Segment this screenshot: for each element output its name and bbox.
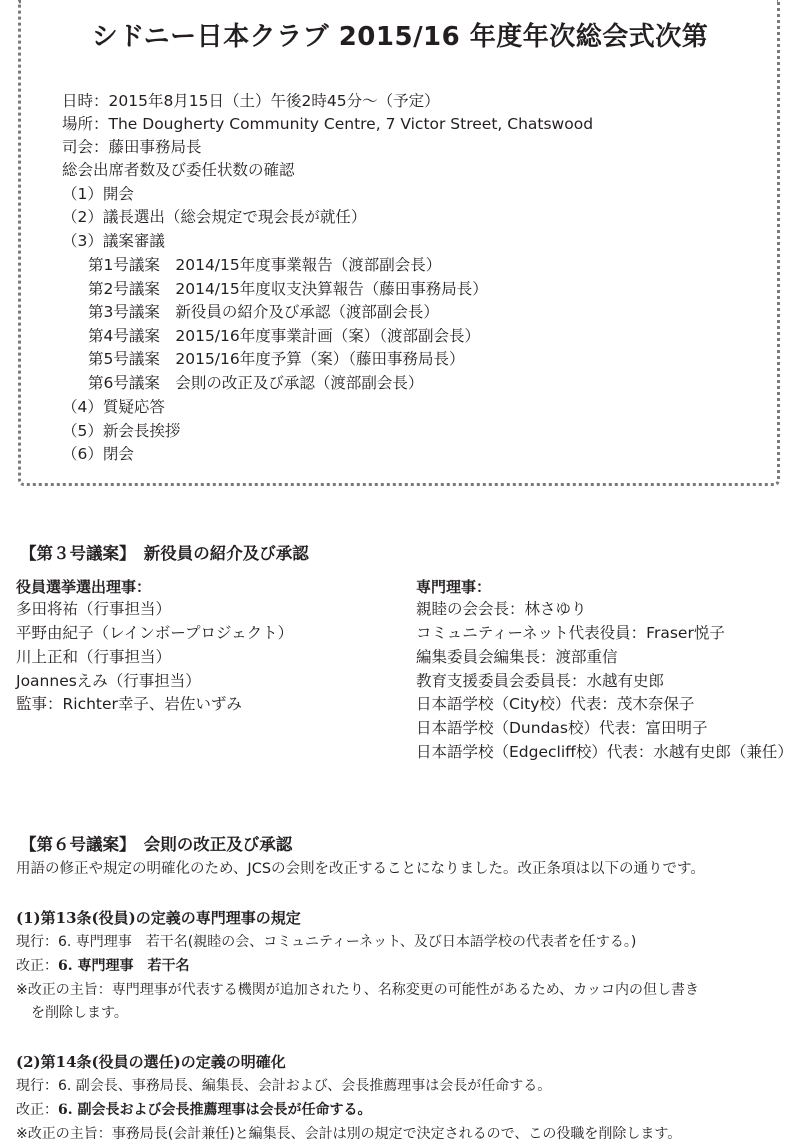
- agenda-item: （2）議長選出（総会規定で現会長が就任）: [62, 208, 367, 226]
- agenda-item: （6）閉会: [62, 445, 134, 463]
- agenda-item: （1）開会: [62, 185, 134, 203]
- agenda-item: （5）新会長挨拶: [62, 422, 181, 440]
- elected-member: 川上正和（行事担当）: [16, 648, 172, 666]
- special-directors-heading: 専門理事：: [416, 578, 492, 596]
- motion3-heading: 【第３号議案】 新役員の紹介及び承認: [20, 544, 309, 563]
- motion-item: 第3号議案 新役員の紹介及び承認（渡部副会長）: [88, 303, 439, 321]
- motion-item: 第4号議案 2015/16年度事業計画（案）（渡部副会長）: [88, 327, 481, 345]
- article13-current: [16, 932, 636, 952]
- auditors: 監事：Richter幸子、岩佐いずみ: [16, 695, 242, 713]
- article13-note: ※改正の主旨：専門理事が代表する機関が追加されたり、名称変更の可能性があるため、カッコ内の但し書き: [16, 982, 700, 998]
- motion-item: 第6号議案 会則の改正及び承認（渡部副会長）: [88, 374, 424, 392]
- special-member: コミュニティーネット代表役員：Fraser悦子: [416, 624, 725, 642]
- current-label: 現行：: [16, 1078, 58, 1094]
- elected-member: 平野由紀子（レインボープロジェクト）: [16, 624, 294, 642]
- current-text: 6. 専門理事 若干名(親睦の会、コミュニティーネット、及び日本語学校の代表者を任する。): [58, 934, 637, 950]
- article13-note-cont: を削除します。: [31, 1005, 128, 1021]
- article14-title: (2)第14条(役員の選任)の定義の明確化: [16, 1053, 286, 1071]
- article13-revised: [16, 956, 190, 976]
- agenda-title: シドニー日本クラブ 2015/16 年度年次総会式次第: [91, 22, 709, 52]
- motion-item: 第2号議案 2014/15年度収支決算報告（藤田事務局長）: [88, 280, 488, 298]
- special-member: 日本語学校（City校）代表：茂木奈保子: [416, 695, 695, 713]
- motion6-heading: 【第６号議案】 会則の改正及び承認: [20, 835, 293, 854]
- article14-note: ※改正の主旨：事務局長(会計兼任)と編集長、会計は別の規定で決定されるので、この役職を削除します。: [16, 1126, 682, 1142]
- motion-item: 第5号議案 2015/16年度予算（案）（藤田事務局長）: [88, 350, 465, 368]
- agenda-date: 日時：2015年8月15日（土）午後2時45分～（予定）: [62, 92, 440, 110]
- motion6-intro: 用語の修正や規定の明確化のため、JCSの会則を改正することになりました。改正条項は以下の通りです。: [16, 861, 705, 877]
- agenda-attendance: 総会出席者数及び委任状数の確認: [62, 161, 295, 179]
- current-label: 現行：: [16, 934, 58, 950]
- special-member: 日本語学校（Edgecliff校）代表：水越有史郎（兼任）: [416, 743, 793, 761]
- motion-item: 第1号議案 2014/15年度事業報告（渡部副会長）: [88, 256, 442, 274]
- revised-text: 6. 専門理事 若干名: [58, 958, 190, 974]
- article14-revised: [16, 1100, 372, 1120]
- revised-label: 改正：: [16, 1102, 58, 1118]
- revised-text: 6. 副会長および会長推薦理事は会長が任命する。: [58, 1102, 372, 1118]
- article13-title: (1)第13条(役員)の定義の専門理事の規定: [16, 909, 301, 927]
- agenda-item: （4）質疑応答: [62, 398, 165, 416]
- elected-member: Joannesえみ（行事担当）: [16, 672, 201, 690]
- agenda-mc: 司会：藤田事務局長: [62, 138, 202, 156]
- special-member: 親睦の会会長：林さゆり: [416, 600, 587, 618]
- article14-current: [16, 1076, 551, 1096]
- agenda-item: （3）議案審議: [62, 232, 165, 250]
- revised-label: 改正：: [16, 958, 58, 974]
- special-member: 教育支援委員会委員長：水越有史郎: [416, 672, 665, 690]
- elected-directors-heading: 役員選挙選出理事：: [16, 578, 152, 596]
- current-text: 6. 副会長、事務局長、編集長、会計および、会長推薦理事は会長が任命する。: [58, 1078, 552, 1094]
- special-member: 編集委員会編集長：渡部重信: [416, 648, 618, 666]
- special-member: 日本語学校（Dundas校）代表：富田明子: [416, 719, 708, 737]
- elected-member: 多田将祐（行事担当）: [16, 600, 172, 618]
- agenda-venue: 場所：The Dougherty Community Centre, 7 Victor Street, Chatswood: [62, 115, 594, 133]
